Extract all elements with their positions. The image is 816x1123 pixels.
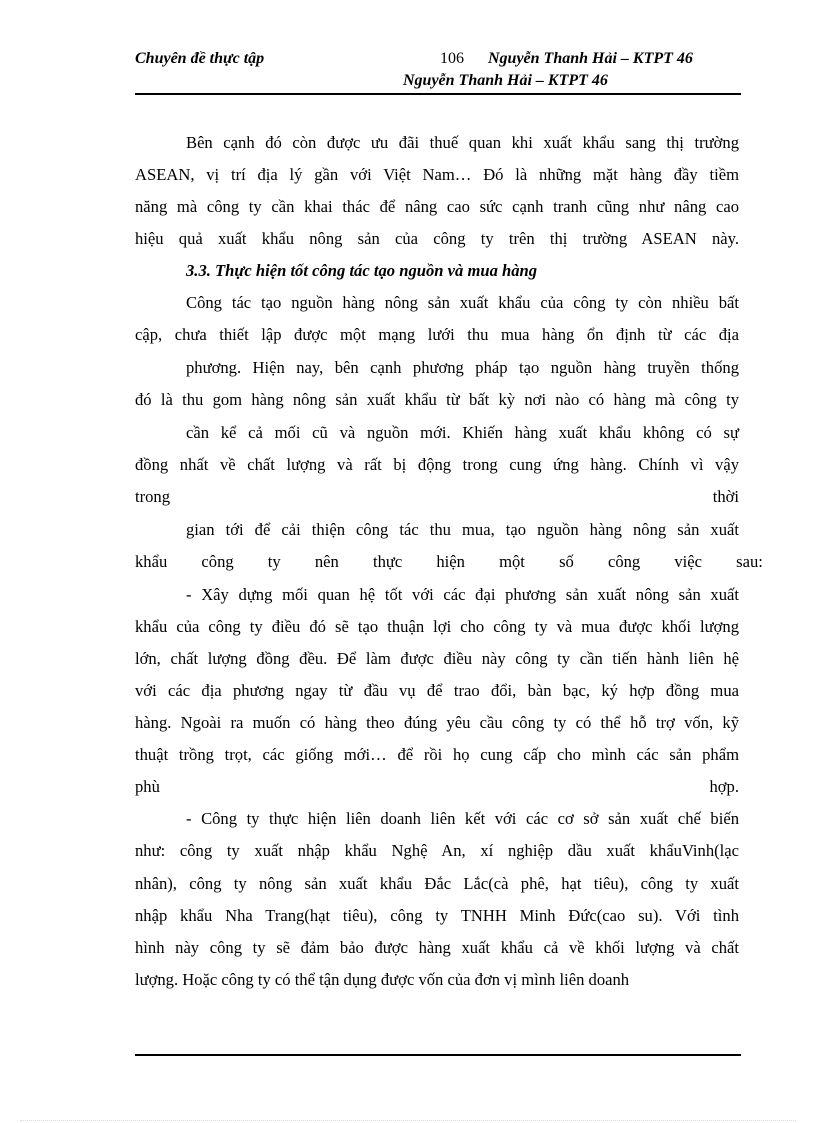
text-line: ASEAN, vị trí địa lý gần với Việt Nam… Đó là những mặt hàng đầy tiềm [135,165,739,184]
header-author-repeat: Nguyễn Thanh Hải – KTPT 46 [403,72,608,89]
footer-rule [135,1054,741,1056]
text-line: thuật trồng trọt, các giống mới… để rồi họ cung cấp cho mình các sản phẩm [135,745,739,764]
text-line: năng mà công ty cần khai thác để nâng cao sức cạnh tranh cũng như nâng cao [135,197,739,216]
text-line: nhân), công ty nông sản xuất khẩu Đắc Lắc(cà phê, hạt tiêu), công ty xuất [135,874,739,893]
text-line: đó là thu gom hàng nông sản xuất khẩu từ bất kỳ nơi nào có hàng mà công ty [135,390,739,409]
text-line: cập, chưa thiết lập được một mạng lưới thu mua hàng ổn định từ các địa [135,325,739,344]
text-line: hàng. Ngoài ra muốn có hàng theo đúng yêu cầu công ty có thể hỗ trợ vốn, kỹ [135,713,739,732]
text-line: Công tác tạo nguồn hàng nông sản xuất khẩu của công ty còn nhiều bất [186,293,739,312]
text-line: thời [712,487,739,506]
text-line: hình này công ty sẽ đảm bảo được hàng xuất khẩu cả về khối lượng và chất [135,938,739,957]
text-line: phương. Hiện nay, bên cạnh phương pháp tạo nguồn hàng truyền thống [186,358,739,377]
text-line: phù [135,777,160,796]
page-edge-divider [20,1120,796,1121]
text-line: khẩu công ty nên thực hiện một số công việc sau: [135,552,763,571]
header-author: Nguyễn Thanh Hải – KTPT 46 [488,50,693,67]
text-line: hợp. [709,777,739,796]
text-line: nhập khẩu Nha Trang(hạt tiêu), công ty TNHH Minh Đức(cao su). Với tình [135,906,739,925]
text-line: trong [135,487,171,506]
text-line: với các địa phương ngay từ đầu vụ để trao đổi, bàn bạc, ký hợp đồng mua [135,681,739,700]
header-rule [135,93,741,95]
header-title: Chuyên đề thực tập [135,50,265,67]
text-line: lượng. Hoặc công ty có thể tận dụng được vốn của đơn vị mình liên doanh [135,970,630,989]
text-line: hiệu quả xuất khẩu nông sản của công ty trên thị trường ASEAN này. [135,229,739,248]
text-line: khẩu của công ty điều đó sẽ tạo thuận lợi cho công ty và mua được khối lượng [135,617,739,636]
text-line: - Xây dựng mối quan hệ tốt với các đại phương sản xuất nông sản xuất [186,585,739,604]
text-line: - Công ty thực hiện liên doanh liên kết với các cơ sở sản xuất chế biến [186,809,739,828]
text-line: như: công ty xuất nhập khẩu Nghệ An, xí nghiệp dầu xuất khẩuVinh(lạc [135,841,739,860]
text-line: lớn, chất lượng đồng đều. Để làm được điều này công ty cần tiến hành liên hệ [135,649,739,668]
text-line: cần kể cả mối cũ và nguồn mới. Khiến hàng xuất khẩu không có sự [186,423,739,442]
section-heading: 3.3. Thực hiện tốt công tác tạo nguồn và mua hàng [186,261,538,280]
text-line: Bên cạnh đó còn được ưu đãi thuế quan khi xuất khẩu sang thị trường [186,133,739,152]
text-line: đồng nhất về chất lượng và rất bị động trong cung ứng hàng. Chính vì vậy [135,455,739,474]
page-number: 106 [440,50,464,67]
text-line: gian tới để cải thiện công tác thu mua, tạo nguồn hàng nông sản xuất [186,520,739,539]
